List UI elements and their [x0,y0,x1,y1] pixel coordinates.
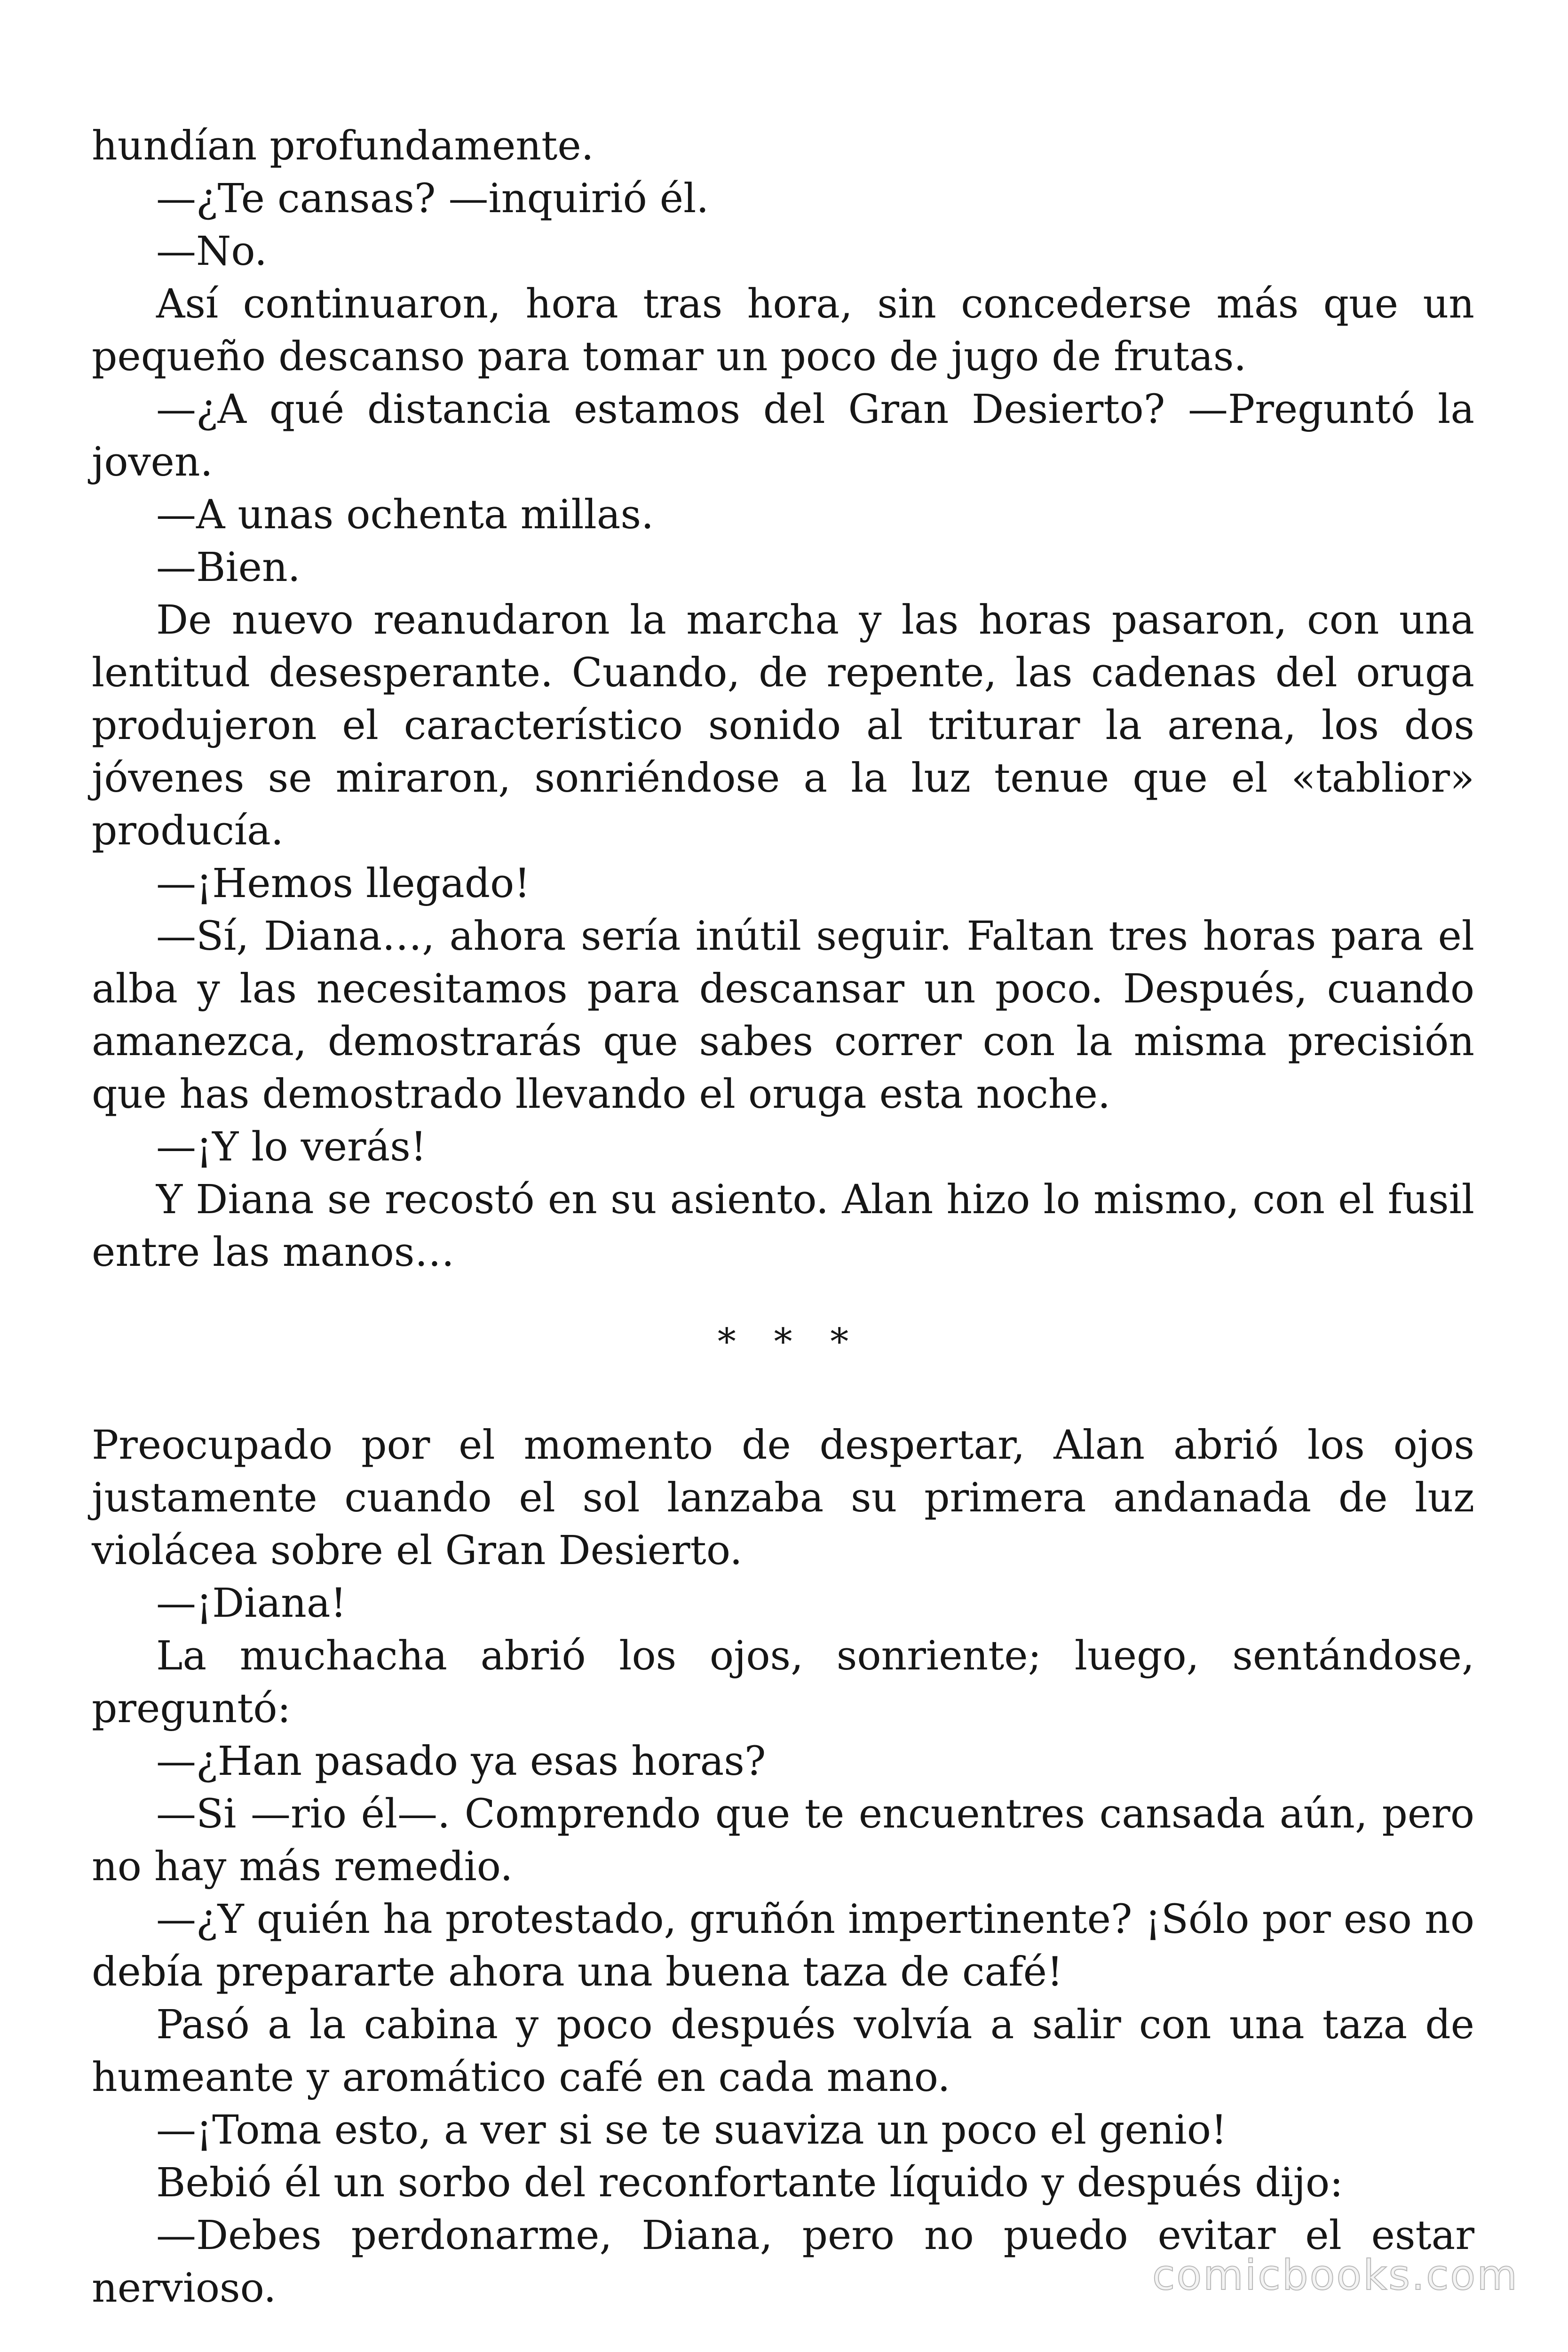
paragraph: Así continuaron, hora tras hora, sin concederse más que un pequeño descanso para tomar un poco de jugo de frutas. [92,281,1474,380]
paragraph: Bebió él un sorbo del reconfortante líquido y después dijo: [156,2160,1343,2206]
paragraph: —¿Te cansas? —inquirió él. [156,175,709,222]
paragraph: —Sí, Diana…, ahora sería inútil seguir. Faltan tres horas para el alba y las necesitamos para descansar un poco. Después, cuando amanezca, demostrarás que sabes correr con la misma precisión que has demostrado llevando el oruga esta noche. [92,913,1474,1118]
paragraph: —Si —rio él—. Comprendo que te encuentres cansada aún, pero no hay más remedio. [92,1791,1474,1890]
paragraph: —¡Diana! [156,1580,347,1627]
section-break: * * * [717,1321,862,1363]
paragraph: —¡Hemos llegado! [156,860,531,907]
paragraph: La muchacha abrió los ojos, sonriente; luego, sentándose, preguntó: [92,1633,1474,1732]
site-watermark: comicbooks.com [1152,2251,1519,2299]
paragraph: Preocupado por el momento de despertar, Alan abrió los ojos justamente cuando el sol lanzaba su primera andanada de luz violácea sobre el Gran Desierto. [92,1422,1474,1574]
paragraph: —¿Han pasado ya esas horas? [156,1738,766,1785]
paragraph: —Bien. [156,544,301,591]
paragraph: —¿Y quién ha protestado, gruñón impertinente? ¡Sólo por eso no debía prepararte ahora una buena taza de café! [92,1896,1474,1995]
paragraph: —Debes perdonarme, Diana, pero no puedo evitar el estar nervioso. [92,2212,1474,2312]
paragraph: —¿A qué distancia estamos del Gran Desierto? —Preguntó la joven. [92,386,1474,485]
paragraph: De nuevo reanudaron la marcha y las horas pasaron, con una lentitud desesperante. Cuando, de repente, las cadenas del oruga produjeron el característico sonido al triturar la arena, los dos jóvenes se miraron, sonriéndose a la luz tenue que el «tablior» producía. [92,597,1474,854]
book-page [92,120,1474,2315]
paragraph: Y Diana se recostó en su asiento. Alan hizo lo mismo, con el fusil entre las manos… [92,1176,1474,1276]
paragraph: —¡Toma esto, a ver si se te suaviza un poco el genio! [156,2107,1227,2153]
paragraph: —A unas ochenta millas. [156,492,654,538]
paragraph: Pasó a la cabina y poco después volvía a salir con una taza de humeante y aromático café en cada mano. [92,2002,1474,2101]
paragraph: —No. [156,228,268,275]
paragraph: hundían profundamente. [92,123,594,169]
paragraph: —¡Y lo verás! [156,1124,427,1170]
